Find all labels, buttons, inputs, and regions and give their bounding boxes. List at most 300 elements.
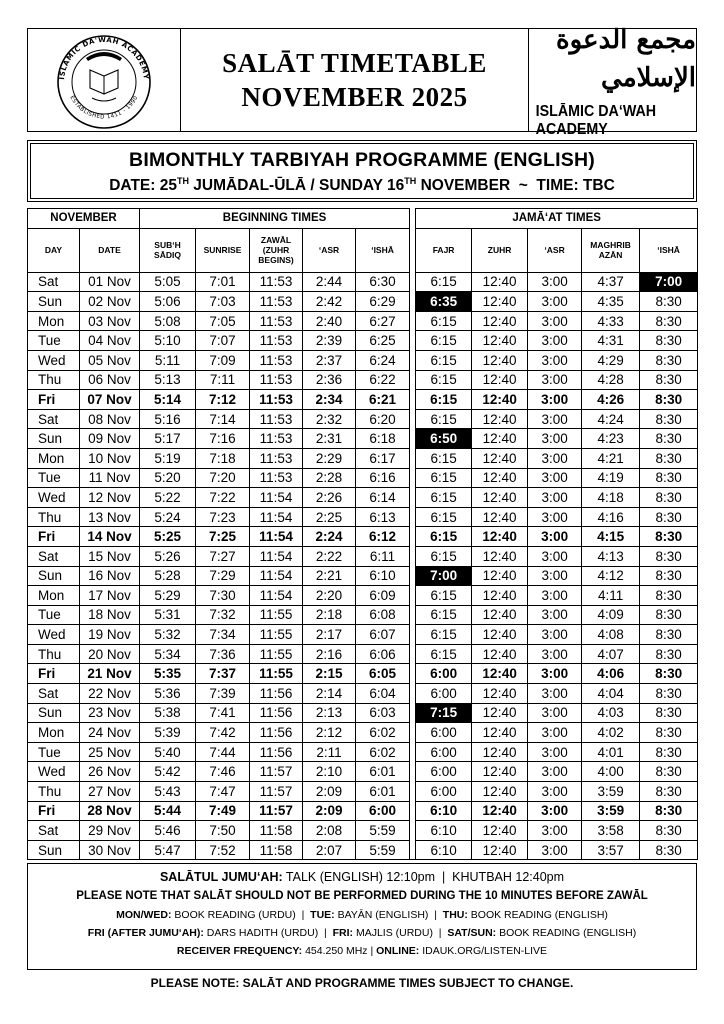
column-header: MAGHRIB AZĀN [582,228,640,272]
cell-isha: 6:03 [356,703,410,723]
cell-subh: 5:22 [140,488,196,508]
cell-j-asr: 3:00 [528,840,582,860]
cell-j-zuhr: 12:40 [472,566,528,586]
svg-text:ISLAMIC DA'WAH ACADEMY: ISLAMIC DA'WAH ACADEMY [58,35,151,81]
cell-j-isha: 7:00 [640,272,698,292]
cell-j-zuhr: 12:40 [472,311,528,331]
cell-subh: 5:16 [140,409,196,429]
cell-j-zuhr: 12:40 [472,350,528,370]
cell-asr: 2:20 [303,586,356,606]
schedule-text: DARS HADITH (URDU) | [203,927,333,939]
cell-sunrise: 7:27 [196,546,250,566]
cell-isha: 6:30 [356,272,410,292]
cell-j-zuhr: 12:40 [472,292,528,312]
cell-j-fajr: 6:15 [416,488,472,508]
cell-isha: 6:08 [356,605,410,625]
cell-j-zuhr: 12:40 [472,390,528,410]
cell-sunrise: 7:25 [196,527,250,547]
cell-sunrise: 7:29 [196,566,250,586]
cell-j-isha: 8:30 [640,605,698,625]
cell-asr: 2:28 [303,468,356,488]
cell-j-asr: 3:00 [528,331,582,351]
table-row [28,605,698,625]
cell-j-fajr: 6:15 [416,311,472,331]
cell-zawal: 11:53 [250,331,303,351]
date-sup1: TH [176,176,189,186]
cell-date: 19 Nov [80,625,140,645]
cell-j-isha: 8:30 [640,821,698,841]
schedule-label: MON/WED: [116,909,172,921]
cell-subh: 5:14 [140,390,196,410]
table-row [28,586,698,606]
table-row [28,448,698,468]
cell-j-isha: 8:30 [640,801,698,821]
cell-isha: 6:09 [356,586,410,606]
schedule-line-2 [28,927,696,939]
cell-date: 23 Nov [80,703,140,723]
cell-day: Fri [28,801,80,821]
cell-asr: 2:11 [303,742,356,762]
cell-subh: 5:13 [140,370,196,390]
cell-j-maghrib: 4:37 [582,272,640,292]
cell-sunrise: 7:22 [196,488,250,508]
cell-sunrise: 7:11 [196,370,250,390]
cell-j-maghrib: 4:23 [582,429,640,449]
cell-day: Mon [28,311,80,331]
cell-date: 10 Nov [80,448,140,468]
cell-j-maghrib: 4:19 [582,468,640,488]
cell-day: Tue [28,605,80,625]
cell-isha: 6:22 [356,370,410,390]
schedule-text: BOOK READING (ENGLISH) [467,909,608,921]
cell-date: 09 Nov [80,429,140,449]
cell-j-asr: 3:00 [528,664,582,684]
cell-j-asr: 3:00 [528,644,582,664]
cell-j-fajr: 6:15 [416,370,472,390]
cell-j-zuhr: 12:40 [472,801,528,821]
cell-isha: 6:01 [356,762,410,782]
cell-j-zuhr: 12:40 [472,468,528,488]
cell-sunrise: 7:09 [196,350,250,370]
cell-j-maghrib: 4:16 [582,507,640,527]
table-row [28,350,698,370]
cell-day: Thu [28,507,80,527]
cell-j-maghrib: 4:08 [582,625,640,645]
cell-day: Sat [28,409,80,429]
cell-zawal: 11:53 [250,468,303,488]
cell-j-isha: 8:30 [640,625,698,645]
cell-subh: 5:19 [140,448,196,468]
cell-subh: 5:44 [140,801,196,821]
cell-asr: 2:42 [303,292,356,312]
cell-j-asr: 3:00 [528,448,582,468]
cell-zawal: 11:53 [250,390,303,410]
cell-date: 18 Nov [80,605,140,625]
cell-j-zuhr: 12:40 [472,762,528,782]
schedule-text: BAYĀN (ENGLISH) | [334,909,443,921]
cell-j-fajr: 6:15 [416,409,472,429]
cell-isha: 6:00 [356,801,410,821]
cell-j-fajr: 6:15 [416,625,472,645]
cell-j-asr: 3:00 [528,468,582,488]
cell-j-maghrib: 4:07 [582,644,640,664]
cell-j-asr: 3:00 [528,566,582,586]
cell-isha: 6:02 [356,742,410,762]
cell-j-zuhr: 12:40 [472,840,528,860]
cell-j-zuhr: 12:40 [472,664,528,684]
cell-date: 26 Nov [80,762,140,782]
cell-j-maghrib: 4:09 [582,605,640,625]
title-line1: SALĀT TIMETABLE [222,48,487,78]
cell-j-maghrib: 4:01 [582,742,640,762]
schedule-text: MAJLIS (URDU) | [353,927,448,939]
cell-date: 05 Nov [80,350,140,370]
cell-sunrise: 7:42 [196,723,250,743]
schedule-text: BOOK READING (ENGLISH) [496,927,637,939]
cell-j-isha: 8:30 [640,684,698,704]
cell-subh: 5:08 [140,311,196,331]
cell-isha: 6:05 [356,664,410,684]
cell-zawal: 11:53 [250,350,303,370]
cell-j-maghrib: 4:04 [582,684,640,704]
cell-j-asr: 3:00 [528,507,582,527]
cell-j-maghrib: 4:31 [582,331,640,351]
table-row [28,762,698,782]
cell-asr: 2:16 [303,644,356,664]
cell-subh: 5:25 [140,527,196,547]
cell-j-fajr: 6:15 [416,350,472,370]
cell-zawal: 11:53 [250,292,303,312]
cell-day: Sun [28,703,80,723]
cell-j-isha: 8:30 [640,527,698,547]
cell-day: Sun [28,566,80,586]
table-row [28,370,698,390]
schedule-label: SAT/SUN: [447,927,497,939]
cell-j-fajr: 6:15 [416,331,472,351]
cell-date: 24 Nov [80,723,140,743]
cell-subh: 5:05 [140,272,196,292]
cell-j-fajr: 6:15 [416,605,472,625]
table-row [28,507,698,527]
cell-subh: 5:26 [140,546,196,566]
cell-zawal: 11:54 [250,546,303,566]
cell-j-zuhr: 12:40 [472,488,528,508]
cell-asr: 2:07 [303,840,356,860]
cell-j-maghrib: 4:18 [582,488,640,508]
cell-j-fajr: 6:00 [416,723,472,743]
jumuah-line [28,870,696,884]
cell-j-maghrib: 4:28 [582,370,640,390]
table-row [28,684,698,704]
cell-day: Sat [28,272,80,292]
schedule-text: IDAUK.ORG/LISTEN-LIVE [419,945,548,957]
cell-subh: 5:47 [140,840,196,860]
column-header: SUB‘H SĀDIQ [140,228,196,272]
cell-day: Mon [28,586,80,606]
cell-j-fajr: 6:15 [416,644,472,664]
cell-day: Fri [28,664,80,684]
cell-date: 06 Nov [80,370,140,390]
table-row [28,390,698,410]
table-row [28,429,698,449]
header [27,25,697,138]
cell-j-asr: 3:00 [528,488,582,508]
cell-j-zuhr: 12:40 [472,527,528,547]
cell-j-fajr: 6:15 [416,546,472,566]
cell-zawal: 11:57 [250,762,303,782]
cell-sunrise: 7:50 [196,821,250,841]
table-row [28,566,698,586]
cell-j-asr: 3:00 [528,586,582,606]
cell-zawal: 11:57 [250,801,303,821]
cell-j-isha: 8:30 [640,488,698,508]
cell-zawal: 11:55 [250,625,303,645]
schedule-label: TUE: [310,909,335,921]
cell-j-fajr: 6:35 [416,292,472,312]
cell-asr: 2:09 [303,782,356,802]
cell-asr: 2:24 [303,527,356,547]
cell-date: 27 Nov [80,782,140,802]
cell-j-fajr: 7:15 [416,703,472,723]
cell-asr: 2:32 [303,409,356,429]
cell-j-fajr: 6:50 [416,429,472,449]
table-row [28,703,698,723]
cell-j-zuhr: 12:40 [472,331,528,351]
cell-j-maghrib: 3:58 [582,821,640,841]
cell-asr: 2:14 [303,684,356,704]
cell-asr: 2:22 [303,546,356,566]
cell-asr: 2:39 [303,331,356,351]
cell-isha: 6:11 [356,546,410,566]
cell-j-isha: 8:30 [640,331,698,351]
cell-isha: 6:16 [356,468,410,488]
date-sup2: TH [404,176,417,186]
cell-asr: 2:18 [303,605,356,625]
cell-j-isha: 8:30 [640,507,698,527]
cell-sunrise: 7:47 [196,782,250,802]
cell-day: Wed [28,625,80,645]
group-header-month: NOVEMBER [28,209,140,229]
table-row [28,723,698,743]
cell-asr: 2:15 [303,664,356,684]
cell-asr: 2:26 [303,488,356,508]
table-row [28,801,698,821]
cell-isha: 6:25 [356,331,410,351]
cell-zawal: 11:53 [250,448,303,468]
table-row [28,409,698,429]
cell-sunrise: 7:03 [196,292,250,312]
cell-zawal: 11:54 [250,488,303,508]
cell-j-asr: 3:00 [528,703,582,723]
cell-subh: 5:17 [140,429,196,449]
cell-j-maghrib: 3:59 [582,801,640,821]
cell-j-isha: 8:30 [640,370,698,390]
cell-j-maghrib: 4:02 [582,723,640,743]
cell-zawal: 11:53 [250,409,303,429]
table-row [28,782,698,802]
cell-day: Fri [28,390,80,410]
cell-isha: 6:17 [356,448,410,468]
cell-j-maghrib: 4:12 [582,566,640,586]
cell-asr: 2:17 [303,625,356,645]
cell-zawal: 11:54 [250,586,303,606]
cell-zawal: 11:54 [250,527,303,547]
cell-sunrise: 7:39 [196,684,250,704]
cell-j-zuhr: 12:40 [472,507,528,527]
cell-day: Tue [28,742,80,762]
group-header-jamaat: JAMĀ‘AT TIMES [416,209,698,229]
cell-j-zuhr: 12:40 [472,370,528,390]
cell-day: Sat [28,821,80,841]
cell-isha: 6:10 [356,566,410,586]
cell-sunrise: 7:23 [196,507,250,527]
programme-box [27,140,697,202]
cell-j-isha: 8:30 [640,644,698,664]
date-prefix: DATE: 25 [109,177,177,194]
cell-asr: 2:08 [303,821,356,841]
schedule-line-1 [28,909,696,921]
cell-day: Wed [28,762,80,782]
cell-j-fajr: 6:15 [416,586,472,606]
cell-date: 14 Nov [80,527,140,547]
cell-day: Wed [28,350,80,370]
cell-asr: 2:31 [303,429,356,449]
cell-j-asr: 3:00 [528,429,582,449]
cell-j-asr: 3:00 [528,390,582,410]
cell-j-asr: 3:00 [528,546,582,566]
cell-j-zuhr: 12:40 [472,605,528,625]
cell-isha: 6:21 [356,390,410,410]
cell-day: Tue [28,468,80,488]
cell-asr: 2:37 [303,350,356,370]
cell-zawal: 11:54 [250,566,303,586]
cell-j-maghrib: 4:24 [582,409,640,429]
cell-isha: 6:01 [356,782,410,802]
group-header-beginning: BEGINNING TIMES [140,209,410,229]
cell-j-fajr: 6:10 [416,821,472,841]
cell-j-fajr: 7:00 [416,566,472,586]
cell-isha: 5:59 [356,840,410,860]
cell-date: 16 Nov [80,566,140,586]
academy-seal-icon [46,30,162,130]
receiver-line [28,945,696,957]
cell-subh: 5:35 [140,664,196,684]
column-header: ‘ISHĀ [640,228,698,272]
cell-zawal: 11:56 [250,742,303,762]
cell-j-asr: 3:00 [528,625,582,645]
cell-day: Tue [28,331,80,351]
cell-zawal: 11:56 [250,723,303,743]
brand [529,25,696,138]
cell-sunrise: 7:30 [196,586,250,606]
table-row [28,742,698,762]
cell-j-maghrib: 4:03 [582,703,640,723]
cell-isha: 6:04 [356,684,410,704]
cell-j-isha: 8:30 [640,390,698,410]
cell-isha: 6:27 [356,311,410,331]
cell-zawal: 11:55 [250,605,303,625]
cell-day: Sun [28,840,80,860]
cell-asr: 2:21 [303,566,356,586]
cell-sunrise: 7:49 [196,801,250,821]
column-header: ‘ASR [303,228,356,272]
prayer-timetable [27,208,698,860]
cell-j-isha: 8:30 [640,311,698,331]
svg-text:ESTABLISHED 1411 - 1990: ESTABLISHED 1411 - 1990 [68,94,140,121]
cell-sunrise: 7:18 [196,448,250,468]
cell-date: 20 Nov [80,644,140,664]
cell-day: Sun [28,429,80,449]
cell-j-maghrib: 4:06 [582,664,640,684]
cell-j-maghrib: 4:11 [582,586,640,606]
cell-j-isha: 8:30 [640,409,698,429]
cell-date: 15 Nov [80,546,140,566]
cell-j-isha: 8:30 [640,546,698,566]
programme-title [31,149,693,172]
cell-date: 01 Nov [80,272,140,292]
cell-date: 25 Nov [80,742,140,762]
table-row [28,311,698,331]
cell-j-fajr: 6:00 [416,664,472,684]
brand-english: ISLĀMIC DA‘WAH ACADEMY [535,103,657,138]
cell-j-asr: 3:00 [528,605,582,625]
cell-j-maghrib: 3:59 [582,782,640,802]
date-mid: JUMĀDAL-ŪLĀ / SUNDAY 16 [188,177,405,194]
cell-j-asr: 3:00 [528,723,582,743]
cell-j-asr: 3:00 [528,742,582,762]
cell-zawal: 11:58 [250,821,303,841]
cell-j-isha: 8:30 [640,468,698,488]
cell-asr: 2:09 [303,801,356,821]
jumuah-label: SALĀTUL JUMU‘AH: [159,870,283,884]
cell-date: 08 Nov [80,409,140,429]
cell-zawal: 11:53 [250,370,303,390]
cell-j-maghrib: 4:13 [582,546,640,566]
cell-subh: 5:36 [140,684,196,704]
cell-j-asr: 3:00 [528,527,582,547]
cell-j-asr: 3:00 [528,350,582,370]
table-row [28,488,698,508]
cell-date: 28 Nov [80,801,140,821]
cell-subh: 5:43 [140,782,196,802]
cell-j-fajr: 6:00 [416,762,472,782]
cell-zawal: 11:55 [250,644,303,664]
cell-sunrise: 7:32 [196,605,250,625]
footer [27,863,697,970]
cell-j-fajr: 6:10 [416,840,472,860]
cell-date: 03 Nov [80,311,140,331]
cell-subh: 5:39 [140,723,196,743]
cell-sunrise: 7:05 [196,311,250,331]
cell-subh: 5:06 [140,292,196,312]
cell-j-zuhr: 12:40 [472,546,528,566]
cell-j-isha: 8:30 [640,350,698,370]
table-row [28,625,698,645]
column-header: SUNRISE [196,228,250,272]
cell-j-asr: 3:00 [528,272,582,292]
cell-date: 30 Nov [80,840,140,860]
cell-isha: 6:13 [356,507,410,527]
cell-j-maghrib: 4:26 [582,390,640,410]
cell-j-zuhr: 12:40 [472,821,528,841]
logo [28,29,181,131]
cell-date: 12 Nov [80,488,140,508]
table-row [28,664,698,684]
cell-asr: 2:44 [303,272,356,292]
cell-j-zuhr: 12:40 [472,782,528,802]
cell-j-asr: 3:00 [528,762,582,782]
cell-j-isha: 8:30 [640,762,698,782]
